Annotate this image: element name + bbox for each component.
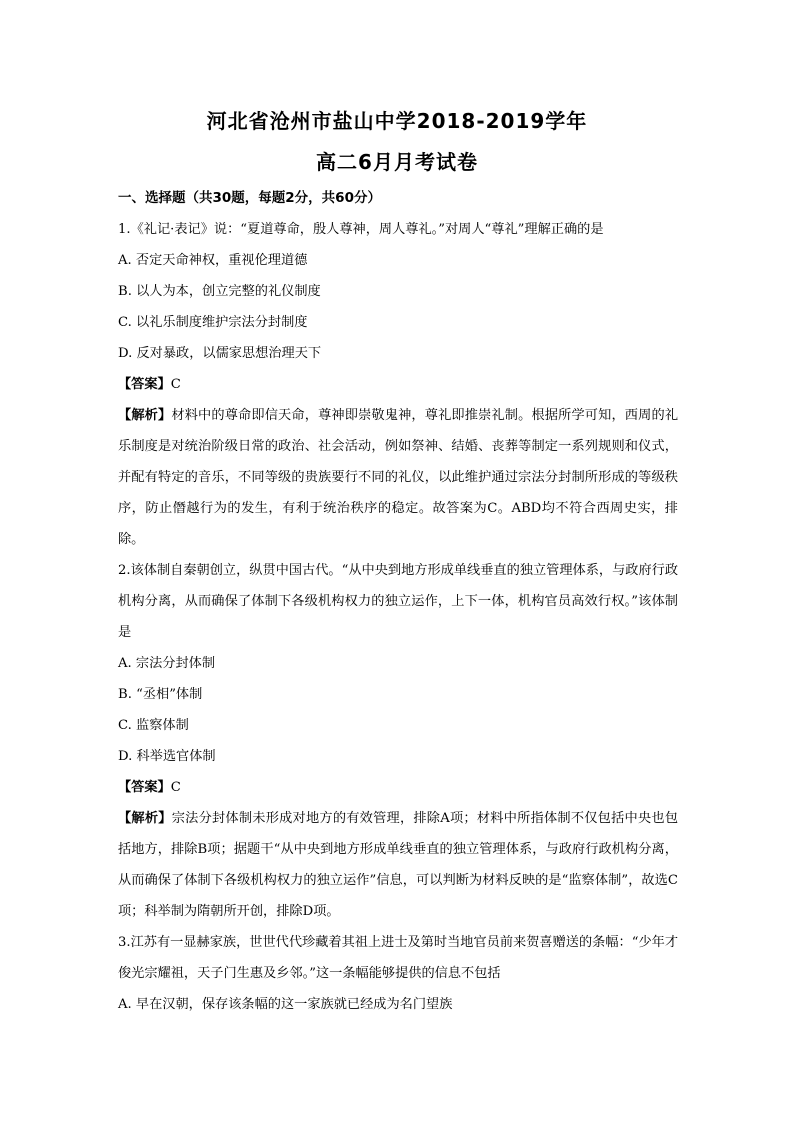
question-3-stem: 3.江苏有一显赫家族，世世代代珍藏着其祖上进士及第时当地官员前来贺喜赠送的条幅：“少年才俊光宗耀祖，天子门生惠及乡邻。”这一条幅能够提供的信息不包括 — [118, 935, 679, 981]
question-list — [118, 214, 678, 1020]
analysis-text: 材料中的尊命即信天命，尊神即崇敬鬼神，尊礼即推崇礼制。根据所学可知，西周的礼乐制度是对统治阶级日常的政治、社会活动，例如祭神、结婚、丧葬等制定一系列规则和仪式，并配有特定的音乐，不同等级的贵族要行不同的礼仪，以此维护通过宗法分封制所形成的等级秩序，防止僭越行为的发生，有利于统治秩序的稳定。故答案为C。ABD均不符合西周史实，排除。 — [118, 408, 679, 547]
analysis-label: 【解析】 — [118, 408, 172, 423]
question-2-stem: 2.该体制自秦朝创立，纵贯中国古代。“从中央到地方形成单线垂直的独立管理体系，与政府行政机构分离，从而确保了体制下各级机构权力的独立运作，上下一体，机构官员高效行权。”该体制是 — [118, 563, 679, 640]
question-2-option-a: A. 宗法分封体制 — [118, 656, 216, 671]
question-2-answer — [118, 772, 678, 803]
analysis-text: 宗法分封体制未形成对地方的有效管理，排除A项；材料中所指体制不仅包括中央也包括地方，排除B项；据题干“从中央到地方形成单线垂直的独立管理体系，与政府行政机构分离，从而确保了体制下各级机构权力的独立运作”信息，可以判断为材料反映的是“监察体制”，故选C项；科举制为隋朝所开创，排除D项。 — [118, 811, 679, 919]
answer-value: C — [170, 780, 181, 795]
question-3-option-a: A. 早在汉朝，保存该条幅的这一家族就已经成为名门望族 — [118, 997, 453, 1012]
analysis-label: 【解析】 — [118, 811, 172, 826]
page-subtitle: 高二6月月考试卷 — [316, 150, 478, 174]
question-2-option-d: D. 科举选官体制 — [118, 749, 216, 764]
question-1-stem: 1.《礼记·表记》说：“夏道尊命，殷人尊神，周人尊礼。”对周人“尊礼”理解正确的是 — [118, 222, 604, 237]
question-1-option-a: A. 否定天命神权，重视伦理道德 — [118, 253, 308, 268]
question-2-analysis — [118, 803, 678, 927]
question-2-option-c: C. 监察体制 — [118, 718, 189, 733]
question-1-option-b: B. 以人为本，创立完整的礼仪制度 — [118, 284, 321, 299]
page-title: 河北省沧州市盐山中学2018-2019学年 — [206, 109, 588, 133]
section-heading: 一、选择题（共30题，每题2分，共60分） — [118, 190, 381, 206]
question-1-analysis — [118, 400, 678, 555]
question-1-option-d: D. 反对暴政，以儒家思想治理天下 — [118, 346, 322, 361]
question-2-option-b: B. “丞相”体制 — [118, 687, 203, 702]
question-1-option-c: C. 以礼乐制度维护宗法分封制度 — [118, 315, 308, 330]
answer-label: 【答案】 — [118, 780, 171, 795]
answer-value: C — [170, 377, 181, 392]
question-1-answer — [118, 369, 678, 400]
answer-label: 【答案】 — [118, 377, 171, 392]
